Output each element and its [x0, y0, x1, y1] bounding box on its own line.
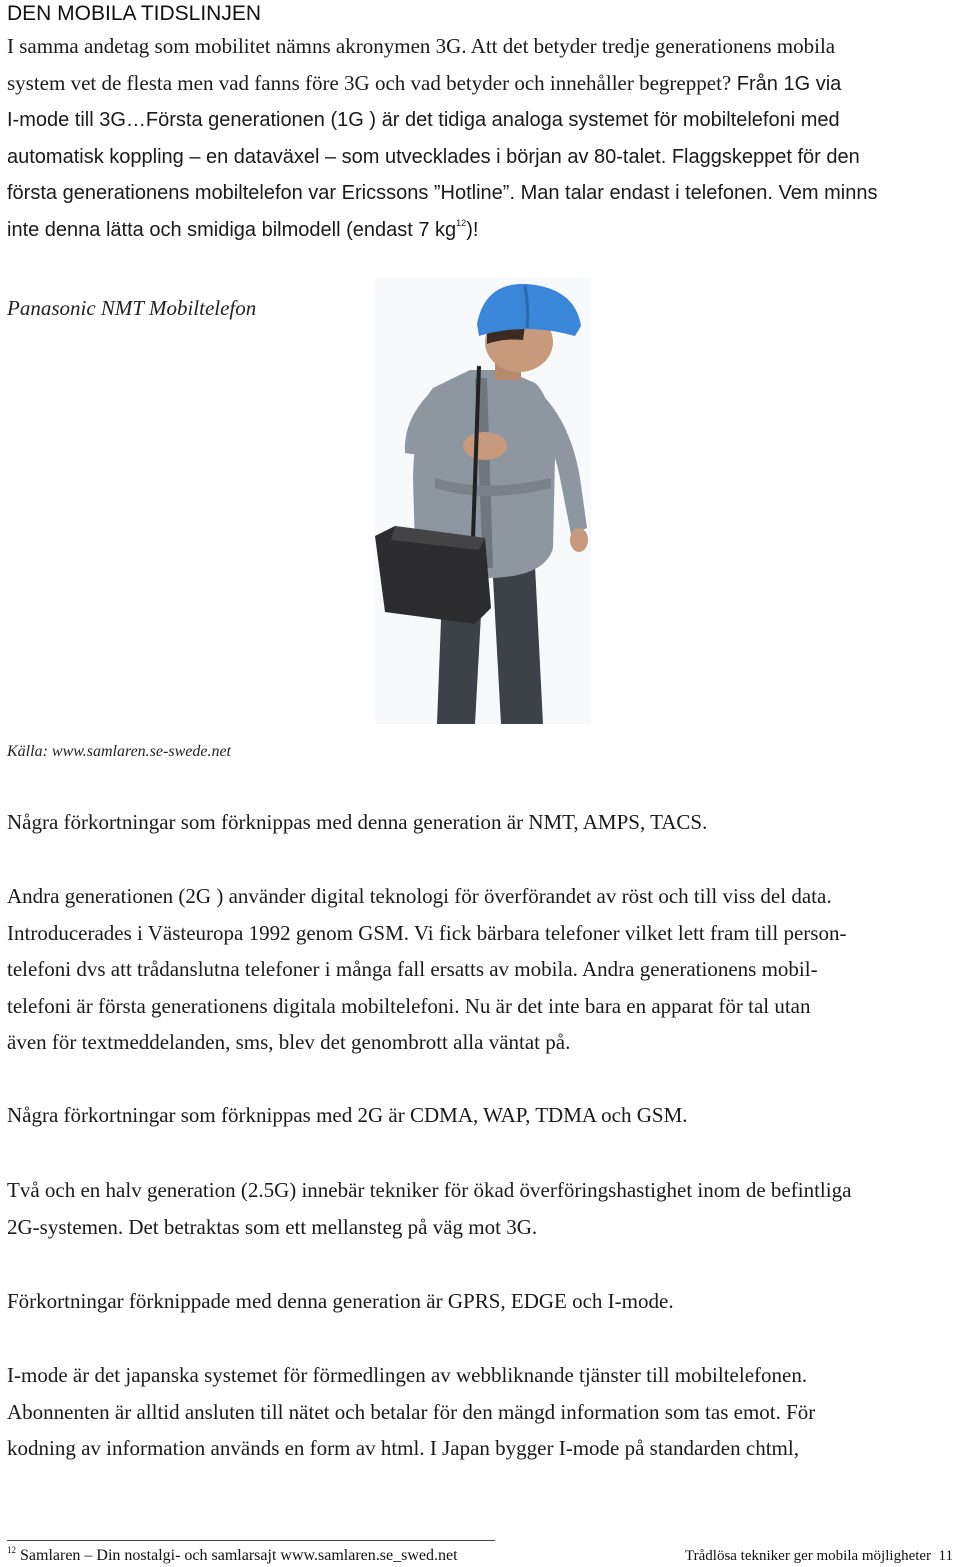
paragraph-2g	[7, 878, 953, 1061]
paragraph-2g-abbreviations	[7, 1097, 953, 1134]
running-footer	[685, 1547, 953, 1565]
image-source: Källa: www.samlaren.se-swede.net	[7, 743, 231, 760]
intro-line-5: första generationens mobiltelefon var Ericssons ”Hotline”. Man talar endast i telefonen. Vem minns	[7, 182, 878, 204]
paragraph-1g-abbreviations	[7, 804, 953, 841]
running-title: Trådlösa tekniker ger mobila möjligheter	[684, 1548, 932, 1564]
intro-last-before: inte denna lätta och smidiga bilmodell (endast 7 kg	[7, 218, 457, 241]
para-line: Introducerades i Västeuropa 1992 genom GSM. Vi fick bärbara telefoner vilket lett fram till person-	[7, 920, 847, 945]
hand-right	[570, 528, 588, 552]
para-line: 2G-systemen. Det betraktas som ett mellansteg på väg mot 3G.	[7, 1214, 538, 1239]
para-line: telefoni är första generationens digitala mobiltelefoni. Nu är det inte bara en apparat för tal utan	[7, 993, 811, 1018]
para-line: Två och en halv generation (2.5G) innebär tekniker för ökad överföringshastighet inom de befintliga	[7, 1178, 852, 1202]
footnote	[7, 1547, 458, 1565]
para-line: Några förkortningar som förknippas med denna generation är NMT, AMPS, TACS.	[7, 810, 708, 834]
pants-right	[493, 566, 543, 724]
para-line: Abonnenten är alltid ansluten till nätet och betalar för den mängd information som tas emot. För	[7, 1399, 816, 1424]
phone-photo	[375, 278, 591, 724]
intro-line-2-serif: system vet de flesta men vad fanns före 3G och vad betyder och innehåller begreppet?	[7, 70, 732, 95]
intro-last-after: )!	[466, 218, 479, 241]
para-line: kodning av information används en form av html. I Japan bygger I-mode på standarden chtml,	[7, 1436, 799, 1460]
para-line: Förkortningar förknippade med denna generation är GPRS, EDGE och I-mode.	[7, 1289, 674, 1313]
intro-line-1: I samma andetag som mobilitet nämns akronymen 3G. Att det betyder tredje generationens mobila	[7, 34, 836, 58]
page-heading: DEN MOBILA TIDSLINJEN	[7, 2, 262, 25]
para-line: Några förkortningar som förknippas med 2G är CDMA, WAP, TDMA och GSM.	[7, 1103, 688, 1127]
intro-line-6	[7, 212, 953, 249]
footnote-number: 12	[7, 1545, 16, 1555]
hand-left	[463, 432, 507, 460]
paragraph-2-5g-abbreviations	[7, 1283, 953, 1320]
figure-caption: Panasonic NMT Mobiltelefon	[7, 296, 257, 320]
intro-line-2-sans: Från 1G via	[731, 72, 842, 95]
paragraph-2-5g	[7, 1172, 953, 1245]
intro-line-2	[7, 65, 953, 103]
page-number: 11	[938, 1548, 953, 1564]
para-line: även för textmeddelanden, sms, blev det genombrott alla väntat på.	[7, 1030, 571, 1054]
para-line: I-mode är det japanska systemet för förmedlingen av webbliknande tjänster till mobiltelefonen.	[7, 1363, 808, 1387]
footnote-ref[interactable]: 12	[456, 217, 467, 228]
man-with-bag-phone-illustration	[375, 278, 591, 724]
footnote-rule	[7, 1540, 495, 1541]
paragraph-i-mode	[7, 1357, 953, 1467]
intro-line-4: automatisk koppling – en dataväxel – som utvecklades i början av 80-talet. Flaggskeppet för den	[7, 145, 860, 168]
intro-line-3: I-mode till 3G…Första generationen (1G ) är det tidiga analoga systemet för mobiltelefoni med	[7, 109, 840, 131]
intro-paragraph	[7, 28, 953, 248]
para-line: Andra generationen (2G ) använder digital teknologi för överförandet av röst och till viss del data.	[7, 884, 832, 908]
para-line: telefoni dvs att trådanslutna telefoner i många fall ersatts av mobila. Andra generationens mobil-	[7, 957, 818, 981]
footnote-text: Samlaren – Din nostalgi- och samlarsajt www.samlaren.se_swed.net	[20, 1547, 458, 1564]
